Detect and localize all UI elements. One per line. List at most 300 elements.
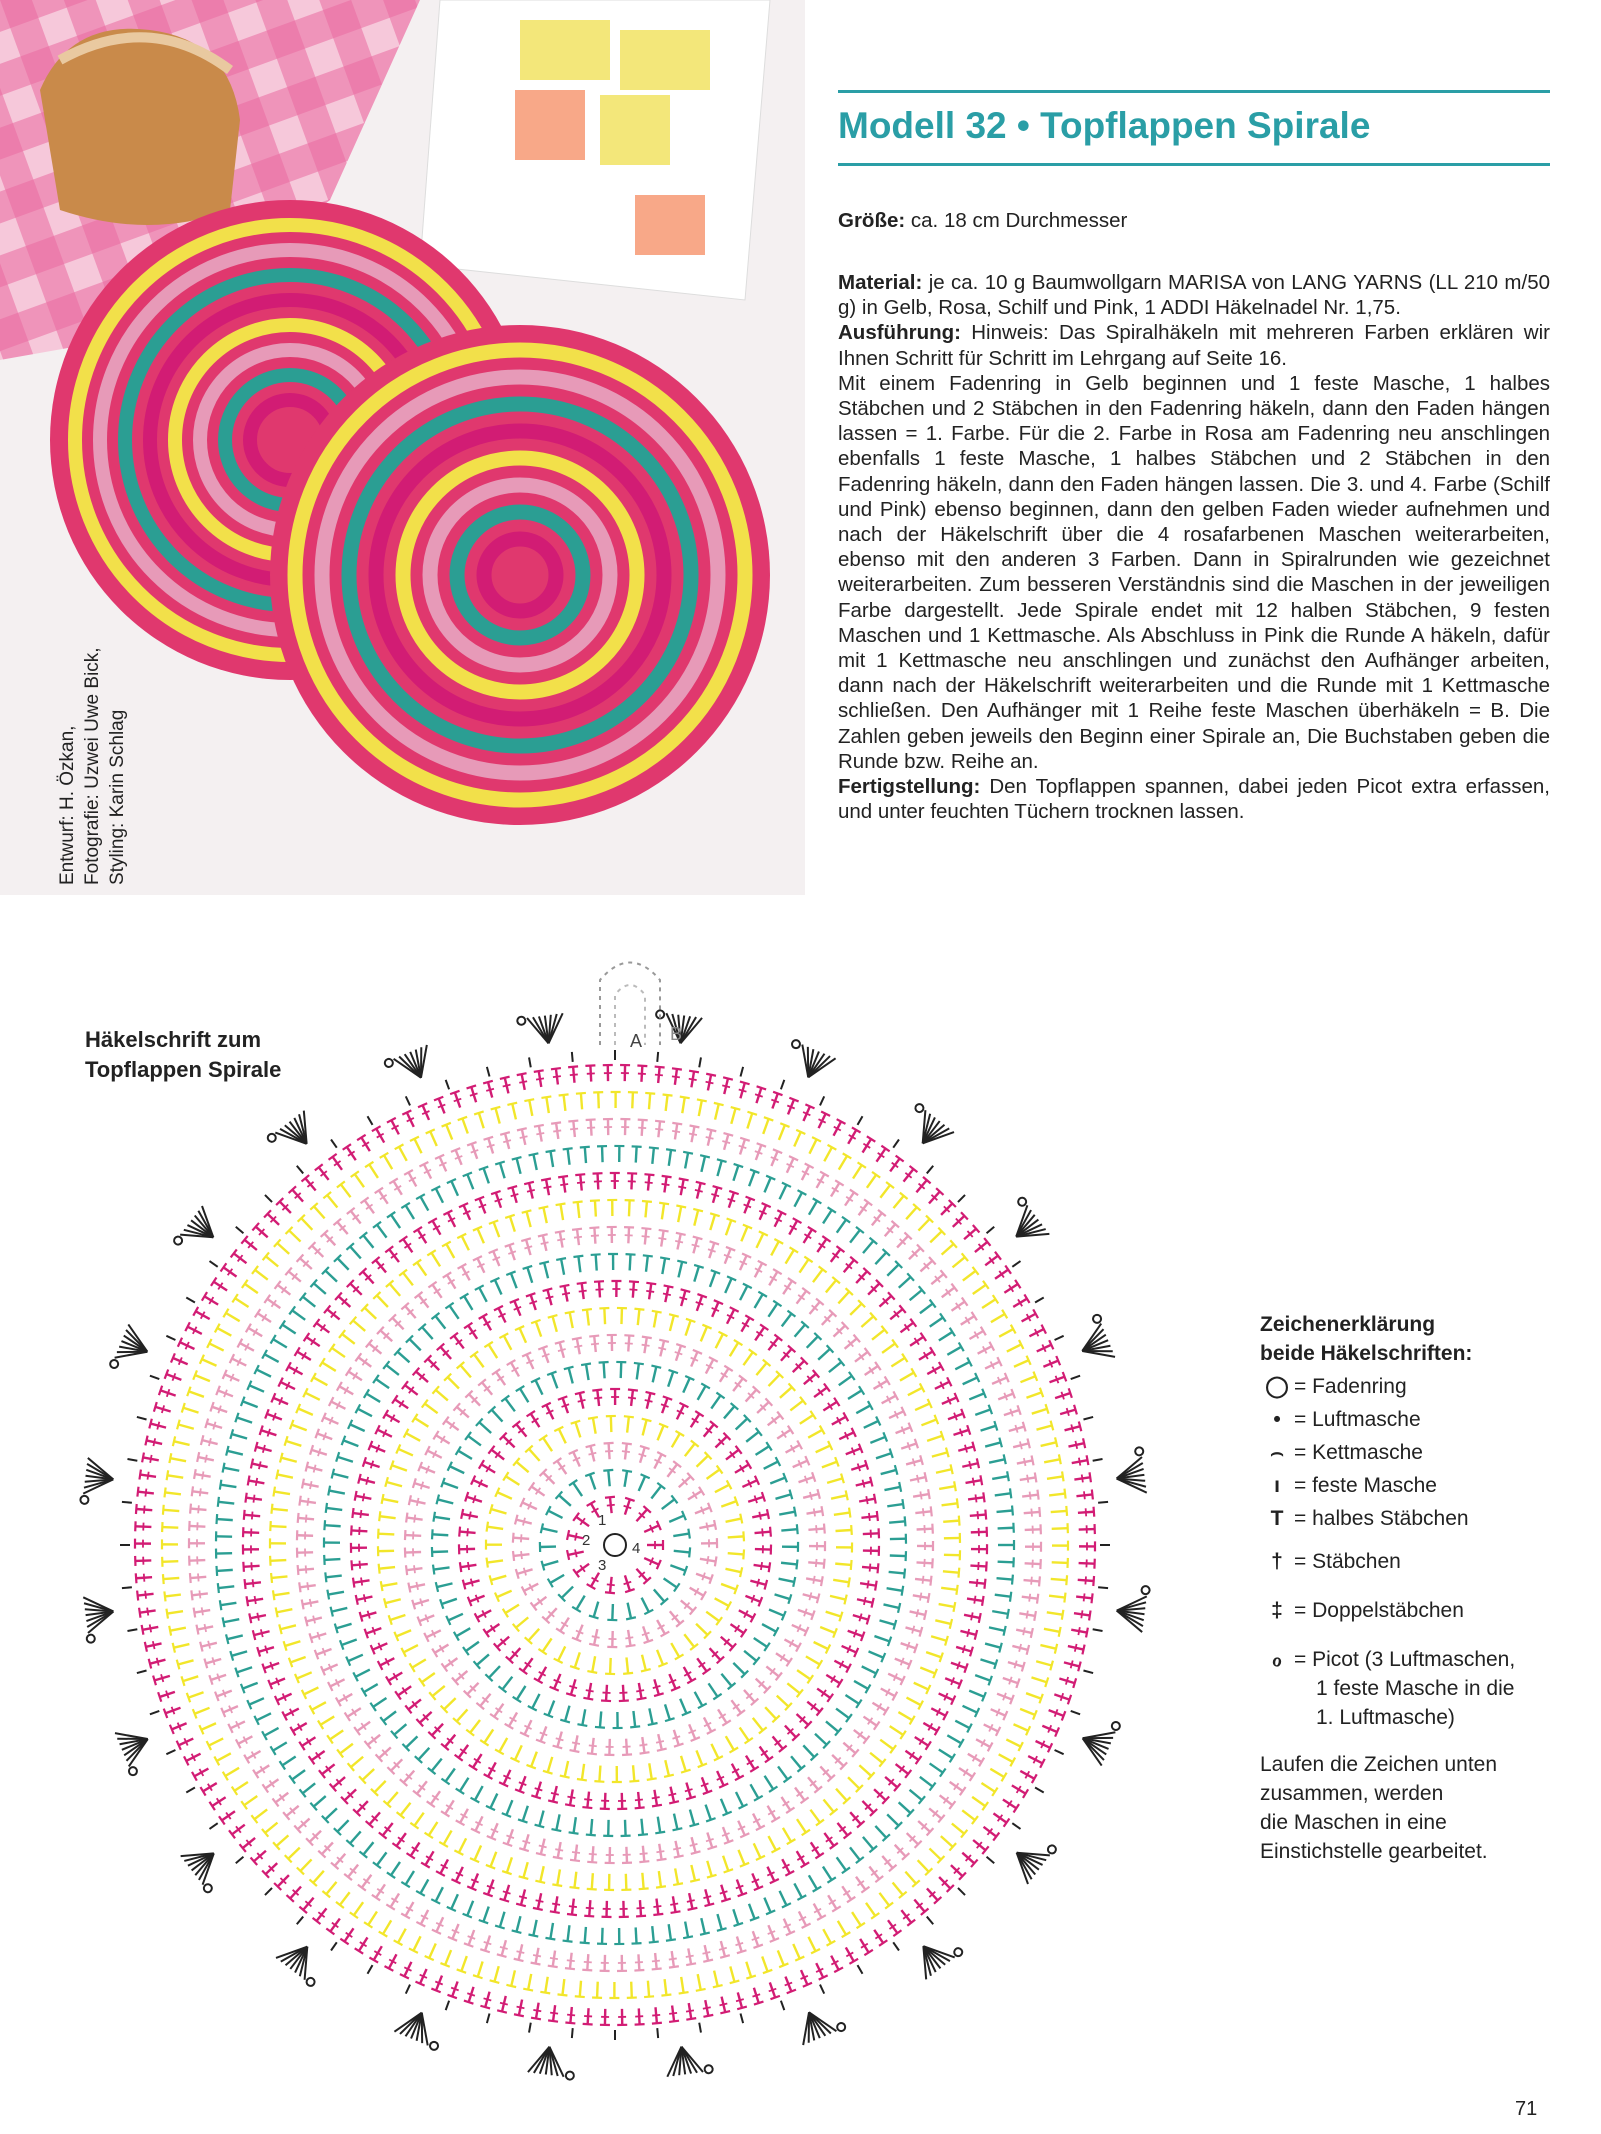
border-stitch: [446, 2001, 449, 2010]
stitch-mark: [827, 1180, 844, 1199]
stitch-mark: [627, 1092, 638, 1108]
stitch-mark: [966, 1594, 983, 1606]
stitch-mark: [588, 1417, 601, 1434]
legend-label: = Doppelstäbchen: [1294, 1599, 1464, 1622]
stitch-mark: [796, 1968, 812, 1987]
stitch-mark: [497, 1939, 511, 1957]
stitch-mark: [554, 1427, 570, 1446]
stitch-mark: [659, 1176, 671, 1193]
stitch-mark: [192, 1486, 209, 1498]
stitch-mark: [135, 1521, 151, 1532]
stitch-mark: [324, 1554, 340, 1565]
stitch-mark: [325, 1571, 342, 1583]
stitch-mark: [415, 1967, 431, 1986]
stitch-mark: [996, 1750, 1015, 1766]
stitch-mark: [515, 1326, 531, 1345]
stitch-mark: [329, 1154, 346, 1173]
stitch-mark: [531, 2002, 544, 2019]
stitch-mark: [600, 1793, 611, 1809]
stitch-mark: [453, 1403, 472, 1421]
stitch-mark: [790, 1881, 806, 1900]
stitch-mark: [480, 1934, 494, 1952]
stitch-mark: [775, 1889, 791, 1908]
stitch-mark: [982, 1252, 1001, 1270]
stitch-mark: [764, 1923, 779, 1942]
stitch-mark: [852, 1348, 871, 1366]
stitch-mark: [145, 1639, 163, 1652]
stitch-mark: [633, 1954, 644, 1971]
stitch-mark: [605, 1658, 616, 1674]
stitch-mark: [284, 1636, 302, 1650]
stitch-mark: [684, 2002, 696, 2019]
double-crochet-symbol-icon: †: [1271, 1550, 1283, 1573]
execution-value: Hinweis: Das Spiralhäkeln mit mehreren Farben erklären wir Ihnen Schritt für Schritt im Lehrgang auf Seite 16.: [838, 321, 1550, 370]
stitch-mark: [311, 1373, 330, 1390]
stitch-mark: [373, 1375, 392, 1392]
stitch-mark: [309, 1868, 327, 1887]
stitch-mark: [254, 1365, 273, 1381]
stitch-mark: [242, 1280, 261, 1297]
stitch-mark: [791, 1456, 810, 1472]
stitch-mark: [159, 1386, 177, 1401]
stitch-mark: [531, 1593, 550, 1611]
stitch-mark: [346, 1828, 364, 1847]
picot-fan: [528, 2044, 577, 2080]
stitch-mark: [940, 1393, 959, 1409]
stitch-mark: [386, 1668, 405, 1685]
stitch-mark: [164, 1703, 182, 1718]
stitch-mark: [402, 1110, 418, 1129]
half-double-symbol-icon: T: [1270, 1507, 1284, 1530]
border-stitch: [1055, 1336, 1064, 1340]
stitch-mark: [717, 1633, 736, 1651]
stitch-mark: [187, 1687, 205, 1702]
stitch-mark: [773, 1949, 788, 1968]
stitch-mark: [824, 1607, 842, 1621]
picot-fan: [900, 1102, 955, 1154]
stitch-mark: [502, 1856, 517, 1874]
stitch-mark: [358, 1872, 376, 1891]
stitch-mark: [679, 1664, 696, 1683]
stitch-mark: [382, 1494, 400, 1507]
stitch-mark: [846, 1227, 864, 1246]
stitch-mark: [657, 1203, 669, 1220]
stitch-mark: [351, 1543, 367, 1553]
stitch-mark: [732, 1935, 746, 1953]
stitch-mark: [534, 1125, 547, 1143]
stitch-mark: [914, 1574, 931, 1586]
stitch-mark: [587, 1846, 598, 1863]
stitch-mark: [352, 1508, 369, 1520]
stitch-mark: [591, 1254, 602, 1271]
stitch-mark: [527, 1411, 544, 1430]
stitch-mark: [604, 1739, 614, 1755]
stitch-mark: [732, 1878, 747, 1896]
stitch-mark: [859, 1578, 876, 1590]
stitch-mark: [774, 1490, 792, 1504]
stitch-mark: [735, 1253, 751, 1272]
stitch-mark: [486, 1540, 502, 1550]
stitch-mark: [969, 1577, 986, 1589]
stitch-mark: [637, 1654, 651, 1672]
stitch-mark: [807, 1840, 824, 1859]
stitch-mark: [593, 1092, 604, 1108]
stitch-mark: [724, 1191, 739, 1209]
stitch-mark: [974, 1405, 992, 1420]
stitch-mark: [616, 1308, 626, 1324]
stitch-mark: [709, 1969, 722, 1987]
stitch-mark: [692, 1749, 707, 1768]
stitch-mark: [302, 1596, 320, 1609]
stitch-mark: [854, 1401, 873, 1417]
stitch-mark: [872, 1823, 890, 1842]
stitch-mark: [933, 1377, 952, 1393]
stitch-mark: [963, 1610, 981, 1623]
stitch-mark: [518, 1804, 533, 1822]
stitch-mark: [916, 1557, 933, 1568]
stitch-mark: [790, 1620, 809, 1636]
stitch-mark: [546, 1150, 558, 1167]
stitch-mark: [323, 1192, 341, 1211]
stitch-mark: [605, 1497, 617, 1514]
stitch-mark: [721, 1218, 736, 1236]
stitch-mark: [459, 1544, 475, 1554]
stitch-mark: [949, 1298, 968, 1315]
border-stitch: [1093, 1459, 1103, 1461]
stitch-mark: [500, 1433, 518, 1451]
stitch-mark: [710, 1103, 723, 1121]
stitch-mark: [459, 1203, 475, 1222]
stitch-mark: [379, 1918, 396, 1937]
stitch-mark: [832, 1656, 851, 1672]
stitch-mark: [285, 1436, 303, 1450]
stitch-mark: [431, 1974, 446, 1993]
stitch-mark: [285, 1844, 303, 1862]
stitch-mark: [582, 1309, 594, 1326]
stitch-mark: [801, 1370, 820, 1388]
stitch-mark: [1052, 1541, 1068, 1551]
stitch-mark: [865, 1863, 883, 1882]
stitch-mark: [450, 1333, 468, 1352]
stitch-mark: [295, 1668, 314, 1683]
stitch-mark: [611, 1092, 621, 1108]
stitch-mark: [670, 1868, 683, 1886]
border-stitch: [699, 2023, 701, 2033]
stitch-mark: [653, 1733, 666, 1751]
stitch-mark: [353, 1665, 372, 1681]
stitch-mark: [166, 1606, 183, 1618]
stitch-mark: [1058, 1674, 1076, 1688]
stitch-mark: [774, 1763, 792, 1782]
stitch-mark: [701, 1538, 717, 1548]
stitch-mark: [796, 1605, 814, 1620]
stitch-mark: [334, 1817, 352, 1835]
stitch-mark: [642, 1553, 661, 1569]
stitch-mark: [280, 1321, 299, 1338]
stitch-mark: [298, 1513, 315, 1524]
border-stitch: [127, 1459, 137, 1461]
stitch-mark: [726, 1340, 743, 1359]
stitch-mark: [667, 1950, 679, 1967]
stitch-mark: [657, 1396, 672, 1414]
stitch-mark: [171, 1353, 190, 1368]
stitch-mark: [560, 1704, 574, 1722]
stitch-mark: [747, 1492, 765, 1506]
stitch-mark: [811, 1637, 830, 1653]
stitch-mark: [716, 1883, 730, 1901]
stitch-mark: [274, 1239, 293, 1257]
stitch-mark: [419, 1669, 438, 1686]
border-stitch: [446, 1080, 449, 1089]
stitch-mark: [162, 1539, 178, 1549]
border-stitch: [150, 1711, 159, 1714]
stitch-mark: [295, 1347, 314, 1364]
stitch-mark: [552, 1869, 565, 1886]
stitch-mark: [355, 1491, 373, 1504]
stitch-mark: [657, 1257, 670, 1274]
stitch-mark: [634, 1682, 647, 1699]
stitch-mark: [432, 1529, 449, 1540]
stitch-mark: [605, 1847, 615, 1863]
start-number: 2: [582, 1532, 591, 1549]
stitch-mark: [538, 1234, 551, 1252]
stitch-mark: [401, 1900, 418, 1919]
stitch-mark: [867, 1749, 886, 1767]
stitch-mark: [782, 1635, 801, 1652]
stitch-mark: [917, 1300, 936, 1318]
stitch-mark: [879, 1465, 897, 1479]
stitch-mark: [400, 1767, 418, 1786]
stitch-mark: [495, 1161, 509, 1179]
stitch-mark: [888, 1567, 905, 1579]
product-photo: [0, 0, 805, 895]
stitch-mark: [644, 1283, 656, 1300]
stitch-mark: [814, 1112, 830, 1131]
stitch-mark: [313, 1319, 332, 1337]
stitch-mark: [556, 1615, 573, 1634]
stitch-mark: [644, 1093, 655, 1110]
stitch-mark: [576, 1093, 587, 1110]
stitch-mark: [652, 1898, 664, 1915]
stitch-mark: [310, 1203, 328, 1222]
stitch-mark: [819, 1927, 835, 1946]
stitch-mark: [235, 1663, 253, 1678]
stitch-mark: [834, 1918, 851, 1937]
stitch-mark: [729, 1375, 747, 1394]
stitch-mark: [914, 1857, 932, 1875]
stitch-mark: [620, 1443, 632, 1460]
stitch-mark: [884, 1261, 902, 1279]
stitch-mark: [193, 1703, 212, 1718]
stitch-mark: [337, 1740, 356, 1758]
stitch-mark: [235, 1413, 253, 1428]
stitch-mark: [458, 1117, 473, 1135]
stitch-mark: [330, 1773, 349, 1791]
stitch-mark: [262, 1350, 281, 1366]
stitch-mark: [994, 1590, 1011, 1602]
stitch-mark: [793, 1816, 810, 1835]
stitch-mark: [1074, 1472, 1091, 1484]
stitch-mark: [774, 1426, 793, 1443]
stitch-mark: [959, 1849, 978, 1867]
stitch-mark: [431, 1186, 447, 1205]
stitch-mark: [890, 1534, 906, 1544]
stitch-mark: [620, 1119, 630, 1135]
stitch-mark: [671, 1344, 686, 1362]
stitch-mark: [836, 1542, 852, 1552]
stitch-mark: [262, 1658, 280, 1673]
stitch-mark: [912, 1489, 929, 1501]
stitch-mark: [350, 1899, 367, 1918]
stitch-mark: [704, 1465, 723, 1482]
stitch-mark: [1015, 1625, 1033, 1638]
stitch-mark: [751, 1143, 766, 1161]
stitch-mark: [355, 1353, 374, 1371]
stitch-mark: [665, 1672, 680, 1691]
stitch-mark: [778, 1574, 796, 1587]
stitch-mark: [372, 1882, 389, 1901]
stitch-mark: [777, 1794, 794, 1813]
stitch-mark: [752, 1086, 766, 1104]
stitch-mark: [364, 1909, 381, 1928]
stitch-mark: [697, 1776, 712, 1794]
picot-fan: [792, 2002, 846, 2047]
stitch-mark: [524, 1182, 537, 1200]
border-stitch: [122, 1587, 132, 1588]
stitch-mark: [988, 1310, 1007, 1327]
stitch-mark: [908, 1607, 926, 1620]
stitch-mark: [369, 1944, 386, 1963]
stitch-mark: [473, 1227, 489, 1246]
stitch-mark: [729, 1908, 743, 1926]
stitch-mark: [818, 1310, 836, 1329]
stitch-mark: [336, 1690, 355, 1707]
stitch-mark: [199, 1719, 218, 1735]
stitch-mark: [650, 1586, 668, 1605]
stitch-mark: [682, 1781, 696, 1799]
stitch-mark: [476, 1691, 494, 1710]
stitch-mark: [547, 1372, 562, 1390]
stitch-mark: [625, 1254, 636, 1271]
stitch-mark: [975, 1342, 994, 1358]
stitch-mark: [889, 1516, 906, 1527]
stitch-mark: [406, 1336, 424, 1354]
stitch-mark: [513, 1458, 532, 1476]
stitch-mark: [517, 1073, 530, 1091]
stitch-mark: [553, 1730, 567, 1748]
stitch-mark: [949, 1658, 967, 1673]
stitch-mark: [366, 1340, 385, 1358]
stitch-mark: [463, 1173, 478, 1192]
stitch-mark: [785, 1218, 802, 1237]
stitch-mark: [676, 1289, 690, 1307]
stitch-mark: [729, 1164, 743, 1182]
stitch-mark: [358, 1474, 376, 1488]
stitch-mark: [835, 1288, 853, 1307]
stitch-mark: [468, 1591, 487, 1606]
stitch-mark: [887, 1407, 906, 1423]
stitch-mark: [587, 1737, 599, 1754]
stitch-mark: [253, 1626, 271, 1640]
stitch-mark: [1035, 1656, 1053, 1670]
size-paragraph: [838, 208, 1550, 233]
stitch-mark: [1019, 1472, 1036, 1484]
stitch-mark: [773, 1692, 792, 1710]
stitch-mark: [333, 1219, 351, 1238]
stitch-mark: [770, 1210, 786, 1229]
stitch-mark: [653, 1424, 668, 1443]
stitch-mark: [814, 1684, 833, 1701]
stitch-mark: [437, 1344, 455, 1363]
stitch-mark: [670, 1068, 682, 1085]
stitch-mark: [505, 1215, 519, 1233]
stitch-mark: [742, 1753, 759, 1772]
stitch-mark: [736, 1284, 752, 1303]
stitch-mark: [531, 1320, 546, 1338]
stitch-mark: [405, 1530, 421, 1541]
stitch-mark: [457, 1362, 475, 1381]
stitch-mark: [902, 1204, 920, 1223]
stitch-mark: [945, 1731, 964, 1748]
stitch-mark: [765, 1981, 780, 1999]
stitch-mark: [534, 1070, 546, 1087]
stitch-mark: [539, 1262, 553, 1280]
stitch-mark: [322, 1805, 340, 1823]
stitch-mark: [251, 1805, 270, 1823]
stitch-mark: [912, 1590, 929, 1603]
stitch-mark: [231, 1249, 250, 1267]
border-stitch: [368, 1965, 373, 1974]
photo-credits: [55, 647, 130, 885]
stitch-mark: [703, 1129, 716, 1147]
stitch-mark: [487, 1821, 502, 1840]
stitch-mark: [413, 1368, 432, 1386]
stitch-mark: [943, 1674, 962, 1689]
stitch-mark: [428, 1720, 446, 1738]
stitch-mark: [1022, 1490, 1039, 1502]
legend-item: [1260, 1596, 1520, 1625]
stitch-mark: [805, 1137, 821, 1156]
stitch-mark: [572, 1593, 589, 1612]
stitch-mark: [373, 1849, 391, 1868]
stitch-mark: [782, 1156, 798, 1175]
stitch-mark: [887, 1305, 906, 1323]
stitch-mark: [638, 1419, 652, 1437]
stitch-mark: [240, 1834, 259, 1852]
stitch-mark: [506, 1969, 519, 1987]
stitch-mark: [687, 1583, 706, 1600]
stitch-mark: [676, 1976, 688, 1993]
stitch-mark: [997, 1325, 1016, 1341]
stitch-mark: [387, 1118, 403, 1137]
stitch-mark: [749, 1715, 767, 1734]
stitch-mark: [829, 1412, 848, 1429]
stitch-mark: [514, 1943, 527, 1961]
stitch-mark: [495, 1586, 514, 1602]
stitch-mark: [626, 1389, 638, 1406]
stitch-mark: [694, 1099, 707, 1117]
stitch-mark: [859, 1238, 877, 1257]
stitch-mark: [897, 1907, 915, 1926]
legend-item: [1260, 1547, 1520, 1576]
stitch-mark: [794, 1666, 813, 1683]
stitch-mark: [442, 1242, 459, 1261]
stitch-mark: [550, 1672, 565, 1691]
stitch-mark: [835, 1153, 852, 1172]
stitch-mark: [667, 1641, 684, 1660]
stitch-mark: [347, 1208, 365, 1227]
stitch-mark: [324, 1520, 341, 1531]
